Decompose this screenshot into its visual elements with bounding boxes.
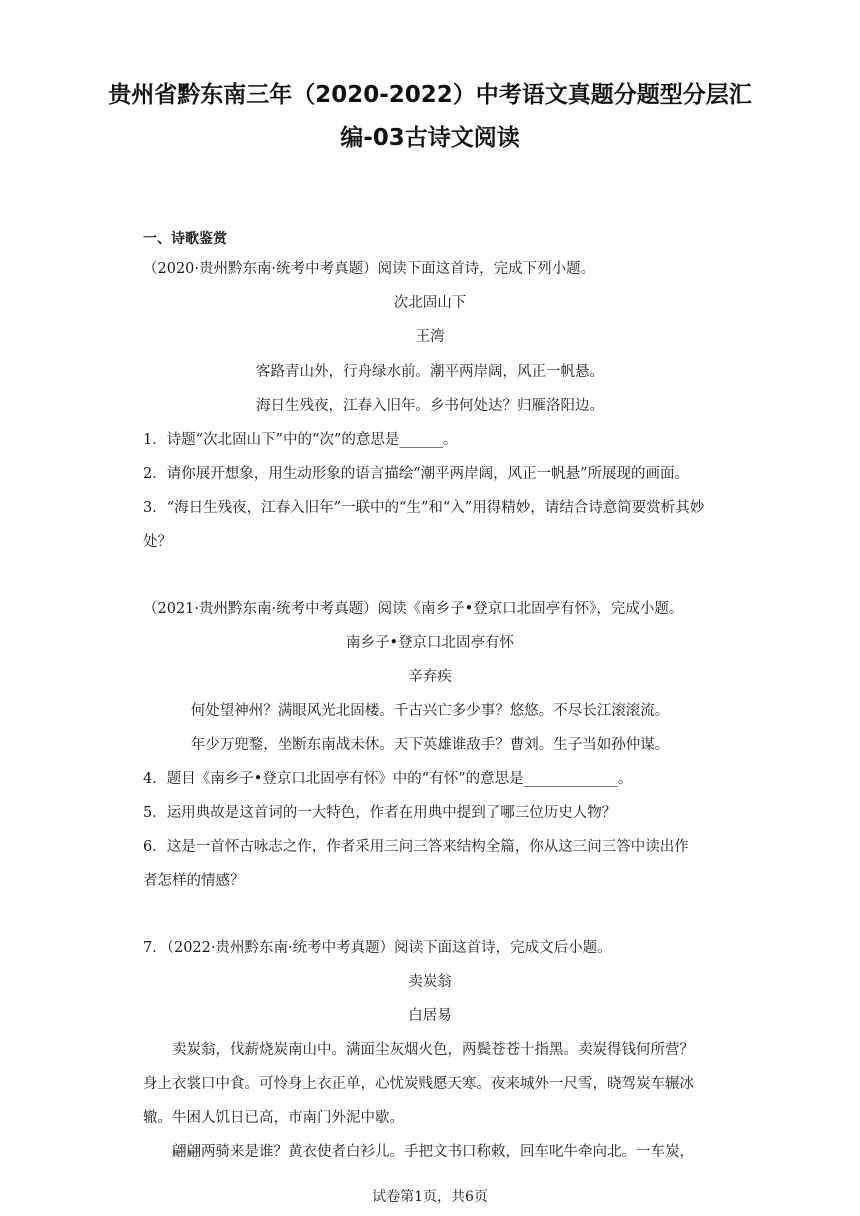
question-4: 4．题目《南乡子•登京口北固亭有怀》中的“有怀”的意思是_____________。 (143, 771, 633, 787)
poem-line: 翩翩两骑来是谁？黄衣使者白衫儿。手把文书口称敕，回车叱牛牵向北。一车炭， (172, 1144, 694, 1160)
question-6-continued: 者怎样的情感？ (143, 873, 245, 889)
poem-line: 客路青山外，行舟绿水前。潮平两岸阔，风正一帆悬。 (256, 364, 604, 380)
page-footer: 试卷第1页，共6页 (372, 1189, 488, 1205)
poem-author: 王湾 (415, 329, 445, 345)
poem-line: 何处望神州？满眼风光北固楼。千古兴亡多少事？悠悠。不尽长江滚滚流。 (190, 703, 670, 719)
poem-title: 次北固山下 (393, 295, 467, 311)
poem-line: 身上衣裳口中食。可怜身上衣正单，心忧炭贱愿天寒。夜来城外一尺雪，晓驾炭车辗冰 (143, 1076, 694, 1092)
poem-author: 辛弃疾 (408, 669, 452, 685)
question-1: 1．诗题“次北固山下”中的“次”的意思是______。 (143, 432, 458, 448)
source-note-2021: （2021·贵州黔东南·统考中考真题）阅读《南乡子•登京口北固亭有怀》，完成小题。 (143, 601, 684, 617)
section-heading-poetry: 一、诗歌鉴赏 (143, 231, 227, 247)
source-note-2020: （2020·贵州黔东南·统考中考真题）阅读下面这首诗，完成下列小题。 (143, 261, 596, 277)
poem-line: 卖炭翁，伐薪烧炭南山中。满面尘灰烟火色，两鬓苍苍十指黑。卖炭得钱何所营？ (172, 1042, 694, 1058)
question-3-continued: 处？ (143, 534, 172, 550)
poem-line: 年少万兜鍪，坐断东南战未休。天下英雄谁敌手？曹刘。生子当如孙仲谋。 (190, 737, 670, 753)
poem-title: 卖炭翁 (408, 974, 452, 990)
poem-line: 辙。牛困人饥日已高，市南门外泥中歇。 (143, 1110, 404, 1126)
poem-author: 白居易 (408, 1008, 452, 1024)
question-5: 5．运用典故是这首词的一大特色，作者在用典中提到了哪三位历史人物？ (143, 805, 617, 821)
poem-line: 海日生残夜，江春入旧年。乡书何处达？归雁洛阳边。 (256, 398, 604, 414)
document-title-line-2: 编-03古诗文阅读 (340, 125, 520, 151)
poem-title: 南乡子•登京口北固亭有怀 (345, 635, 515, 651)
question-6: 6．这是一首怀古咏志之作，作者采用三问三答来结构全篇，你从这三问三答中读出作 (143, 839, 689, 855)
document-title-line-1: 贵州省黔东南三年（2020-2022）中考语文真题分题型分层汇 (108, 82, 752, 108)
question-7-source: 7．（2022·贵州黔东南·统考中考真题）阅读下面这首诗，完成文后小题。 (143, 940, 612, 956)
question-2: 2．请你展开想象，用生动形象的语言描绘“潮平两岸阔，风正一帆悬”所展现的画面。 (143, 466, 690, 482)
question-3: 3．“海日生残夜，江春入旧年”一联中的“生”和“入”用得精妙，请结合诗意简要赏析其妙 (143, 500, 705, 516)
